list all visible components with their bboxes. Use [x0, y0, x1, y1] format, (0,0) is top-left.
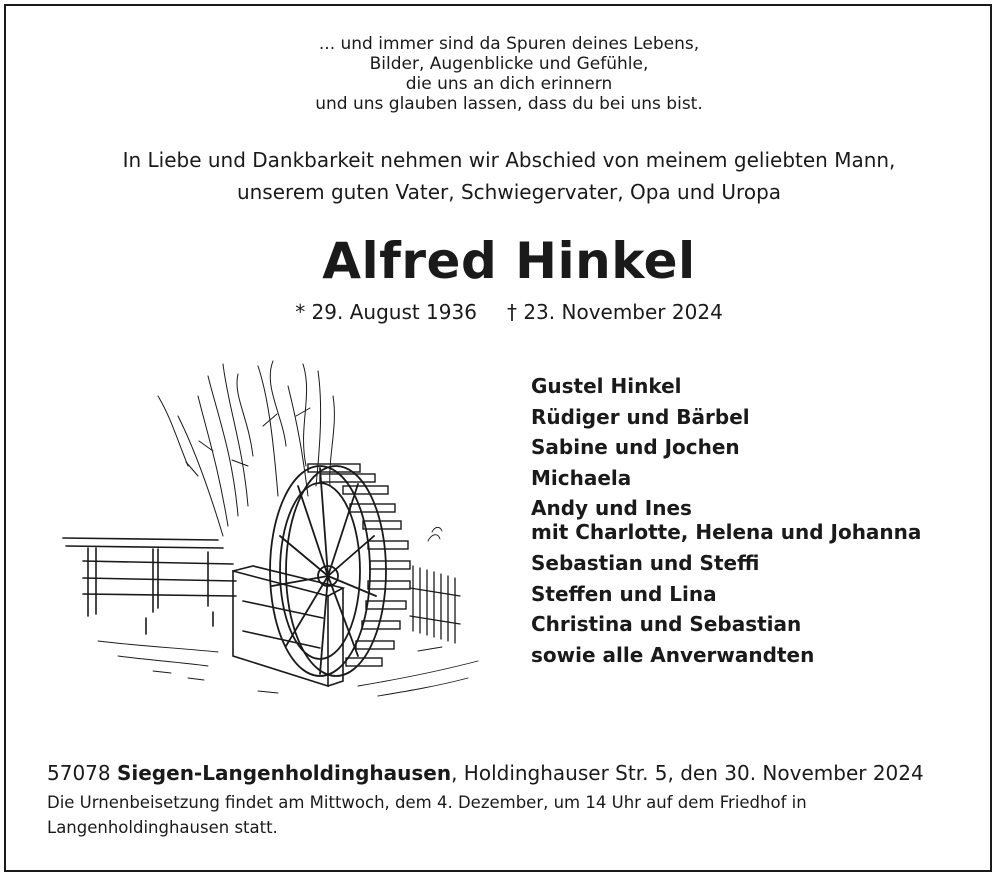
poem — [0, 34, 1000, 114]
funeral-note: Die Urnenbeisetzung findet am Mittwoch, dem 4. Dezember, um 14 Uhr auf dem Friedhof in Langenholdinghausen statt. — [47, 793, 807, 837]
intro-line: unserem guten Vater, Schwiegervater, Opa und Uropa — [236, 180, 782, 204]
address-line — [47, 758, 924, 788]
mourners-list — [531, 371, 921, 670]
intro-text — [0, 144, 1000, 208]
mourner-entry: Gustel Hinkel — [531, 374, 682, 398]
postcode: 57078 — [47, 761, 111, 785]
death-date: † 23. November 2024 — [506, 300, 723, 324]
mourner-children: mit Charlotte, Helena und Johanna — [531, 520, 922, 544]
birth-date: * 29. August 1936 — [295, 300, 477, 324]
mourner-entry: Michaela — [531, 465, 632, 490]
water-mill-drawing-icon — [58, 356, 486, 702]
poem-line: ... und immer sind da Spuren deines Lebens, — [318, 34, 700, 54]
poem-line: die uns an dich erinnern — [405, 74, 613, 94]
mourner-entry: Rüdiger und Bärbel — [531, 404, 750, 429]
ground-strokes — [98, 527, 478, 696]
mourner-entry: Sabine und Jochen — [531, 435, 740, 459]
mourner-entry: Christina und Sebastian — [531, 612, 802, 636]
address-rest: , Holdinghauser Str. 5, den 30. November 2024 — [451, 761, 924, 785]
wooden-fence — [63, 538, 236, 634]
deceased-name: Alfred Hinkel — [322, 232, 696, 290]
mourner-name: Andy und Ines — [531, 496, 692, 520]
picket-fence — [410, 566, 460, 643]
life-dates — [0, 298, 1000, 326]
mourner-entry: Sebastian und Steffi — [531, 551, 760, 575]
intro-line: In Liebe und Dankbarkeit nehmen wir Abschied von meinem geliebten Mann, — [122, 148, 896, 172]
poem-line: Bilder, Augenblicke und Gefühle, — [369, 54, 649, 74]
mourner-entry — [531, 496, 921, 544]
place-name: Siegen-Langenholdinghausen — [116, 761, 452, 785]
mourner-entry: Steffen und Lina — [531, 581, 717, 606]
tree-branches — [158, 361, 334, 536]
poem-line: und uns glauben lassen, dass du bei uns bist. — [315, 94, 703, 114]
mourner-entry: sowie alle Anverwandten — [531, 642, 815, 667]
